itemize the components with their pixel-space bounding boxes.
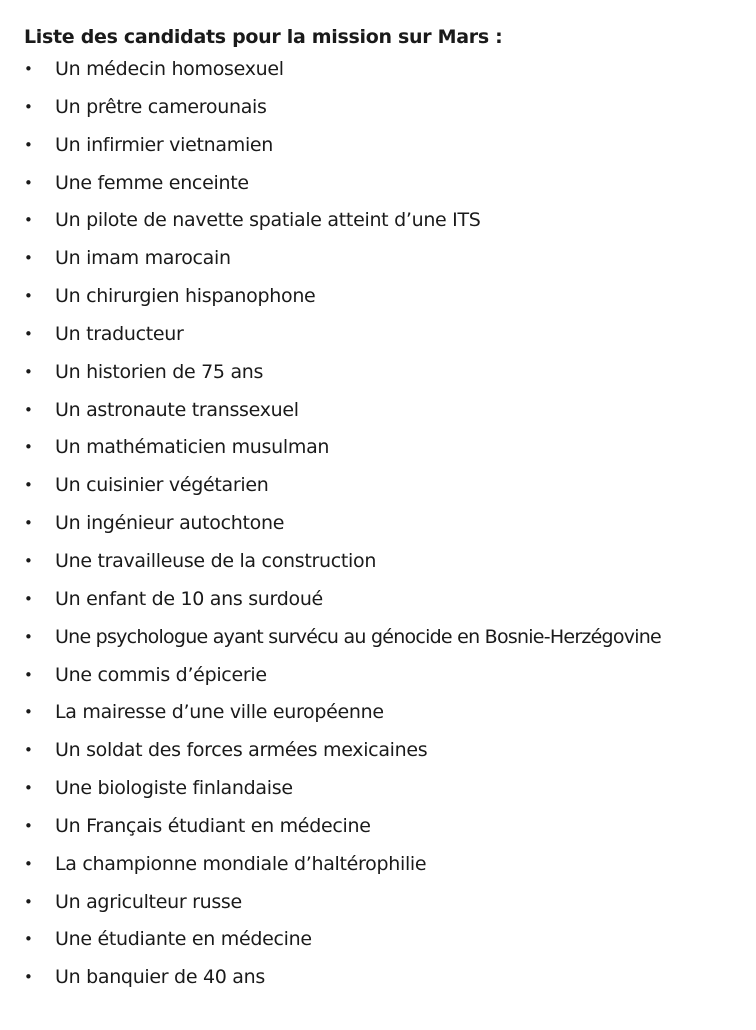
list-item-text: La mairesse d’une ville européenne: [55, 701, 384, 724]
bullet-icon: •: [24, 173, 33, 192]
list-item: [24, 964, 756, 1002]
list-item: [24, 397, 756, 435]
list-item: [24, 56, 756, 94]
list-item-text: Un médecin homosexuel: [55, 58, 284, 80]
bullet-icon: •: [24, 97, 33, 116]
list-item-text: Un Français étudiant en médecine: [55, 814, 371, 837]
bullet-icon: •: [24, 514, 33, 533]
bullet-icon: •: [24, 287, 33, 306]
bullet-icon: •: [24, 211, 33, 230]
list-item: [24, 170, 756, 208]
list-item: [24, 548, 756, 586]
list-item-text: Un astronaute transsexuel: [55, 398, 299, 421]
bullet-icon: •: [24, 589, 33, 608]
list-item: [24, 926, 756, 964]
list-item-text: Un traducteur: [55, 322, 184, 345]
list-item-text: Une travailleuse de la construction: [55, 549, 377, 572]
bullet-icon: •: [24, 400, 33, 419]
list-item: [24, 207, 756, 245]
list-item-text: Un soldat des forces armées mexicaines: [55, 739, 428, 762]
list-item: [24, 586, 756, 624]
list-item: [24, 737, 756, 775]
list-item: [24, 662, 756, 700]
list-heading: Liste des candidats pour la mission sur Mars :: [24, 26, 503, 48]
bullet-icon: •: [24, 362, 33, 381]
bullet-icon: •: [24, 854, 33, 873]
list-item-text: Un cuisinier végétarien: [55, 474, 269, 497]
bullet-icon: •: [24, 324, 33, 343]
bullet-icon: •: [24, 816, 33, 835]
list-item-text: Une étudiante en médecine: [55, 928, 312, 951]
bullet-icon: •: [24, 135, 33, 154]
bullet-icon: •: [24, 741, 33, 760]
list-item-text: Un infirmier vietnamien: [55, 133, 274, 156]
list-item-text: Un historien de 75 ans: [55, 360, 264, 383]
bullet-icon: •: [24, 703, 33, 722]
bullet-icon: •: [24, 438, 33, 457]
list-item-text: Une biologiste finlandaise: [55, 777, 293, 800]
bullet-icon: •: [24, 627, 33, 646]
list-item-text: Un agriculteur russe: [55, 890, 242, 913]
bullet-icon: •: [24, 930, 33, 949]
bullet-icon: •: [24, 665, 33, 684]
list-item: [24, 359, 756, 397]
list-item-text: Un banquier de 40 ans: [55, 966, 265, 989]
list-item: [24, 699, 756, 737]
candidate-list: [24, 56, 756, 1002]
list-item-text: Un imam marocain: [55, 247, 231, 270]
list-item: [24, 132, 756, 170]
list-item-text: Une psychologue ayant survécu au génocide en Bosnie-Herzégovine: [55, 625, 661, 648]
list-item: [24, 283, 756, 321]
list-item: [24, 472, 756, 510]
bullet-icon: •: [24, 476, 33, 495]
list-item: [24, 624, 756, 662]
bullet-icon: •: [24, 892, 33, 911]
list-item-text: Un enfant de 10 ans surdoué: [55, 587, 323, 610]
list-item-text: Un ingénieur autochtone: [55, 512, 285, 535]
list-item-text: Un mathématicien musulman: [55, 436, 330, 459]
bullet-icon: •: [24, 968, 33, 987]
list-item: [24, 775, 756, 813]
list-item: [24, 94, 756, 132]
list-item-text: Un pilote de navette spatiale atteint d’une ITS: [55, 209, 481, 232]
list-item: [24, 813, 756, 851]
bullet-icon: •: [24, 60, 33, 78]
list-item: [24, 889, 756, 927]
list-item: [24, 851, 756, 889]
list-item: [24, 321, 756, 359]
list-item-text: Un prêtre camerounais: [55, 95, 267, 118]
list-item-text: Une commis d’épicerie: [55, 663, 267, 686]
list-item: [24, 510, 756, 548]
bullet-icon: •: [24, 249, 33, 268]
bullet-icon: •: [24, 551, 33, 570]
list-item-text: Un chirurgien hispanophone: [55, 285, 316, 308]
list-item: [24, 434, 756, 472]
bullet-icon: •: [24, 779, 33, 798]
list-item: [24, 245, 756, 283]
list-item-text: La championne mondiale d’haltérophilie: [55, 852, 427, 875]
list-item-text: Une femme enceinte: [55, 171, 249, 194]
